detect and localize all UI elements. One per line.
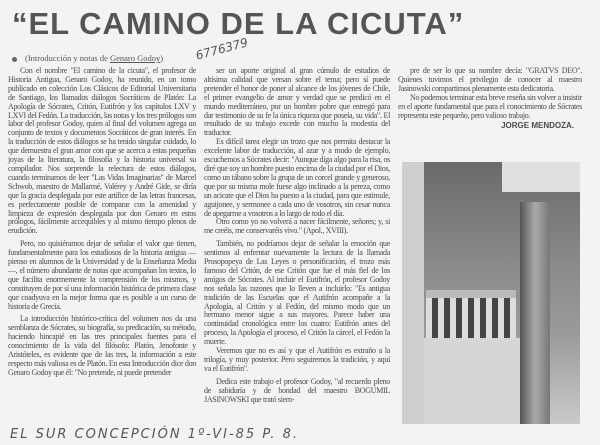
- photo-ground: [424, 338, 520, 424]
- subtitle-suffix: ): [160, 53, 164, 63]
- author-name: Genaro Godoy: [109, 53, 161, 63]
- column-3: [398, 67, 582, 131]
- paragraph: Otro como yo no volverá a nacer fácilmente, señores; y, si me creéis, me conservaréis vivo." (Apol., XVIII).: [204, 217, 390, 236]
- paragraph: La introducción histórico-crítica del volumen nos da una semblanza de Sócrates, su biografía, su predicación, su método, haciendo hincapié en las tres principales fuentes para el conocimiento de la vida del filósofo: Platón, Jenofonte y Aristóteles, es evidente que de las tres, la información a este respecto más valiosa es de Platón. En esta Introducción dice don Genaro Godoy que él: "No pretende, ni puede pretender: [8, 314, 196, 377]
- parthenon-photo: [402, 162, 580, 424]
- paragraph: Es difícil tarea elegir un trozo que nos permita destacar la excelente labor de traducción, al azar y a modo de ejemplo, escuchemos a Sócrates decir: "Aunque diga algo para la risa, os diré que soy un hombre puesto encima de la ciudad por el Dios, como un tábano sobre la grupa de un corcel grande y generoso, que por su misma mole fuese algo inclinado a la pereza, como un acicate que el Dios ha puesto a la ciudad, para que estimule, aguijonee, y sermonee a cada uno de vosotros, sin cesar nunca de apegarme a vosotros a lo largo de todo el día.: [204, 137, 390, 218]
- subtitle-prefix: (Introducción y notas de: [25, 53, 110, 63]
- author-signature: JORGE MENDOZA.: [501, 121, 574, 131]
- paragraph: Dedica este trabajo el profesor Godoy, "al recuerdo pleno de sabiduría y de bondad del maestro BOGUMIL JASINOWSKI que trató siem-: [204, 376, 390, 404]
- photo-temple: [426, 290, 516, 338]
- article-subtitle: [12, 53, 163, 63]
- paragraph: Veremos que no es así y que el Autifrón es extraño a la trilogía, y muy posterior. Pero seguiremos la tradición, y aquí va el Eutifrón".: [204, 346, 390, 373]
- photo-column-right: [520, 202, 550, 424]
- paragraph: También, no podríamos dejar de señalar la emoción que sentimos al enfrentar nuevamente la lectura de la llamada Prosopopeya de Las Leyes o personificación, el trozo más famoso del Critón, de ese Critón que fue el más fiel de los amigos de Sócrates. Al incluir el Eutifrón, el profesor Godoy nos señala las razones que lo lleven a incluirlo: "Es antigua tradición de las Escuelas que el Autifrón acompañe a la Apología, al Critón y al Fedón, del mismo modo que un hermano menor sigue a sus mayores. Parece haber una continuidad cronológica entre los cuatro: Eutifrón antes del proceso, la Apología el proceso, el Critón la cárcel, el Fedón la muerte.: [204, 239, 390, 347]
- bullet-icon: [12, 57, 17, 62]
- article-title: “EL CAMINO DE LA CICUTA”: [12, 6, 465, 41]
- column-1: [8, 67, 196, 378]
- paragraph: Pero, no quisiéramos dejar de señalar el valor que tienen, fundamentalmente para los estudiosos de la historia antigua —pienso en alumnos de la Universidad y de la Enseñanza Media—, el número abundante de notas que acompañan los textos, lo que facilita enormemente la comprensión de los mismos, y constituyen de por sí una información histórica de primera clase que coadyuva en la mejor forma que es posible a un curso de historia de Grecia.: [8, 239, 196, 311]
- photo-column-left: [402, 162, 424, 424]
- handwritten-catalog-number: 6776379: [194, 35, 250, 63]
- paragraph: Con el nombre "El camino de la cicuta", el profesor de Historia Antigua, Genaro Godoy, ha reunido, en un tomo publicado en colección Los Clásicos de Editorial Universitaria de Santiago, los llamados diálogos Socráticos de Platón: La Apología de Sócrates, Critón, Eutifrón y los capítulos LXV y LXVI del Fedón. La traducción, las notas y los tres prólogos son labor del profesor Godoy, quien al final del volumen agrega un conjunto de textos y documentos Socráticos de gran interés. En la traducción de estos diálogos se ha tenido singular cuidado, lo que demuestra el gran amor con que se acerca a estas pequeñas joyas de la literatura, la filosofía y la historia universal su compilador. Nos sorprende la relectura de estos diálogos, cuando terminamos de leer "Las Vidas Imaginarias" de Marcel Schwob, maestro de Mallarmé, Valérey y André Gide, se diría que la gracia desplegada por este artífice de las letras francesas, es perfectamente posible de comparar con la amenidad y limpieza de expresión desplegada por don Genaro en estos prólogos, fácilmente accequibles y al mismo tiempo plenos de erudición.: [8, 66, 196, 236]
- column-2: [204, 67, 390, 405]
- photo-lintel: [502, 162, 580, 192]
- paragraph: pre de ser lo que su nombre decía: "GRATVS DEO". Quienes tuvimos el privilegio de conocer al maestro Jasinowski compartimos plenamente esta dedicatoria.: [398, 66, 582, 93]
- handwritten-source-note: EL SUR CONCEPCIÓN 1º-VI-85 P. 8.: [10, 427, 300, 442]
- paragraph: No podemos terminar esta breve reseña sin volver a insistir en el aporte fundamental que para el conocimiento de Sócrates representa este pequeño, pero valioso trabajo.: [398, 92, 582, 120]
- paragraph: ser un aporte original al gran cúmulo de estudios de altísima calidad que versan sobre el tema; pero sí puede pretender el honor de poner al alcance de los jóvenes de Chile, el primer evangelio de amor y verdad que se predicó en el mundo mediterráneo, por un hombre pobre que entregó para dar testimonio de su fe la única riqueza que poseía, su vida". El resultado de su trabajo excede con mucho la modestia del traductor.: [204, 66, 390, 138]
